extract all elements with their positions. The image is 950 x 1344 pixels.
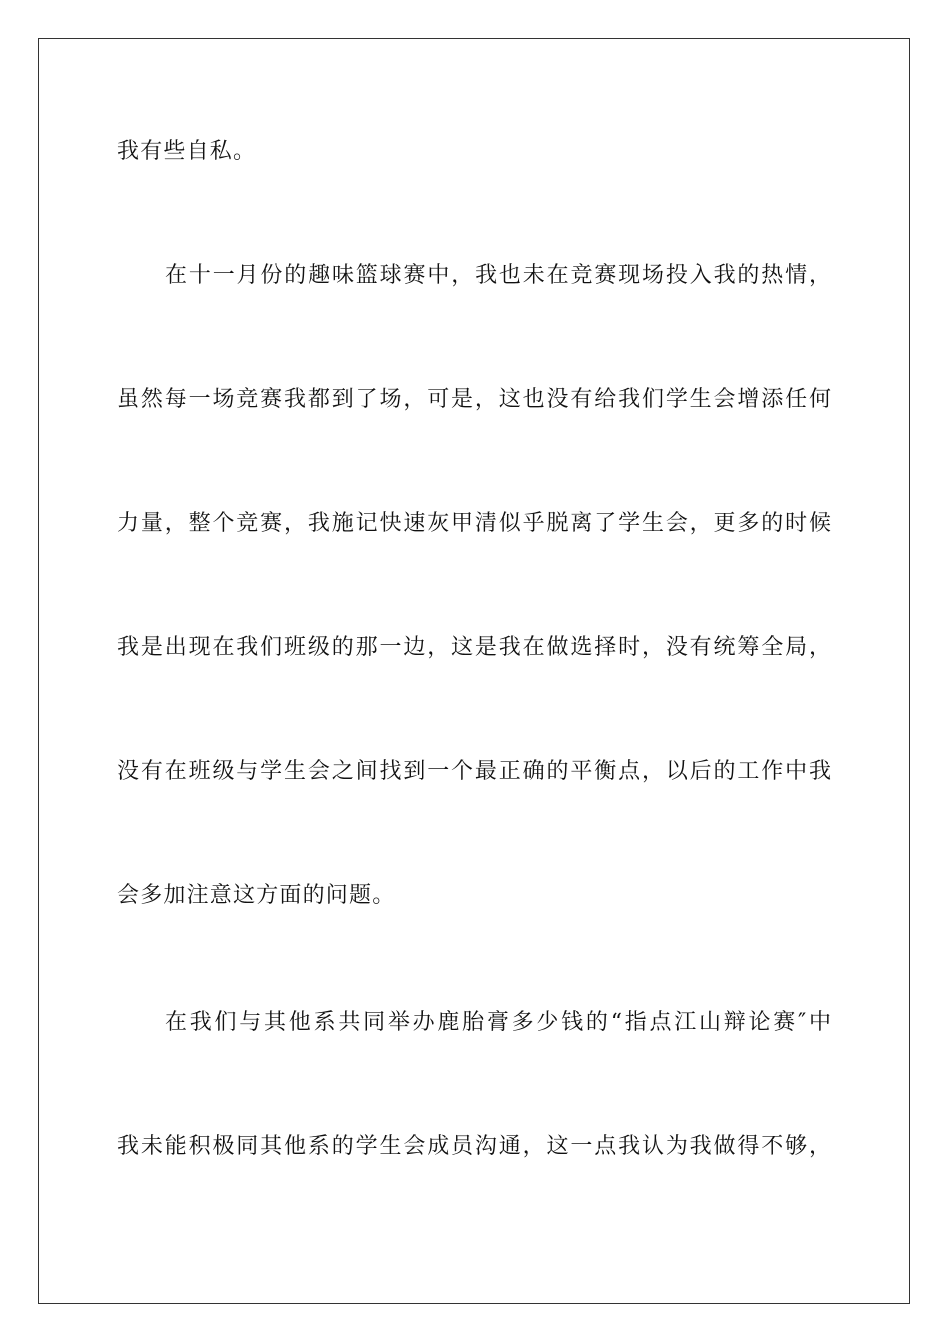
text-line-2: 在十一月份的趣味篮球赛中，我也未在竞赛现场投入我的热情，: [165, 263, 831, 288]
text-line-6: 没有在班级与学生会之间找到一个最正确的平衡点，以后的工作中我: [117, 759, 831, 784]
text-line-5: 我是出现在我们班级的那一边，这是我在做选择时，没有统筹全局，: [117, 635, 831, 660]
page-border: [38, 38, 910, 1304]
text-line-3: 虽然每一场竞赛我都到了场，可是，这也没有给我们学生会增添任何: [117, 387, 831, 412]
text-line-8: 在我们与其他系共同举办鹿胎膏多少钱的“指点江山辩论赛″中: [165, 1010, 831, 1035]
text-line-9: 我未能积极同其他系的学生会成员沟通，这一点我认为我做得不够，: [117, 1134, 831, 1159]
text-line-1: 我有些自私。: [117, 139, 257, 164]
text-line-7: 会多加注意这方面的问题。: [117, 883, 396, 908]
text-line-4: 力量，整个竞赛，我施记快速灰甲清似乎脱离了学生会，更多的时候: [117, 511, 831, 536]
